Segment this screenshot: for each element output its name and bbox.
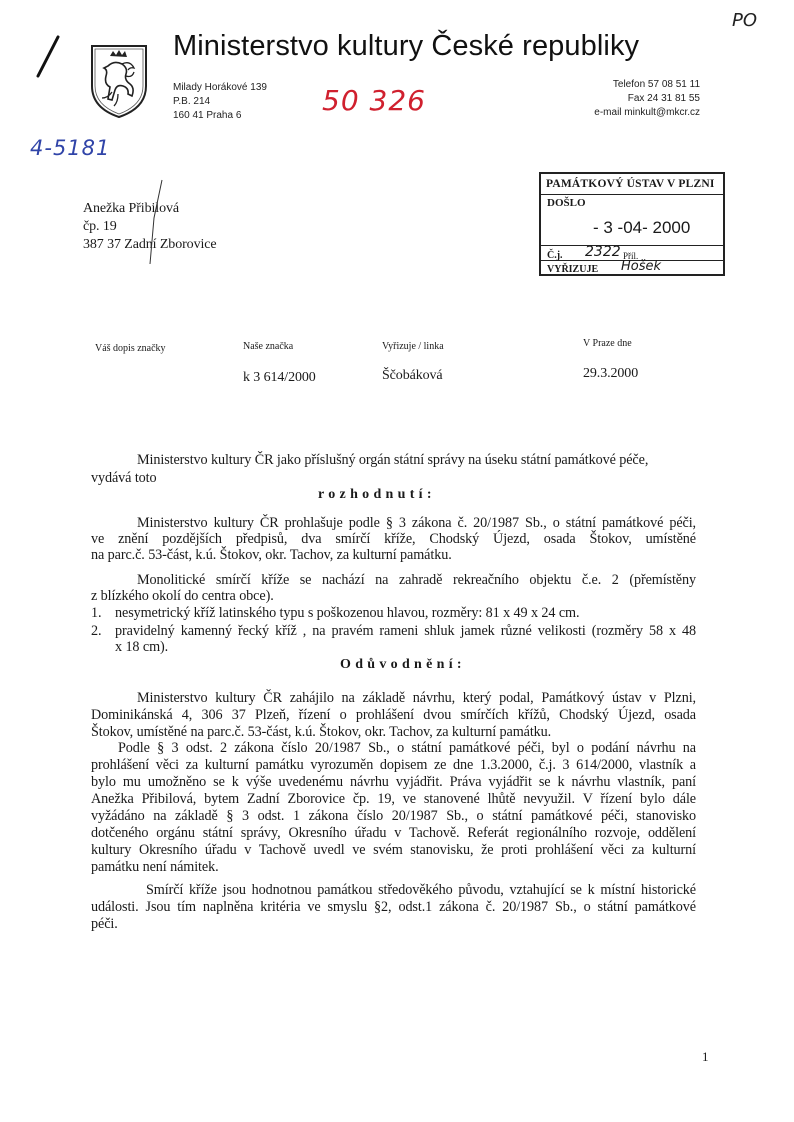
- text-line: Monolitické smírčí kříže se nachází na zahradě rekreačního objektu č.e. 2 (přemístěny: [137, 572, 696, 588]
- stamp-received-date: - 3 -04- 2000: [593, 218, 691, 237]
- reasoning-paragraph-2: [91, 740, 696, 876]
- list-item: [91, 623, 696, 655]
- decision-paragraph-2: [91, 572, 696, 604]
- handwritten-registry-number: 50 326: [322, 84, 426, 117]
- text-line: památku není námitek.: [91, 859, 219, 875]
- fax-line: Fax 24 31 81 55: [627, 93, 700, 104]
- handwritten-slash-mark: [30, 34, 64, 80]
- text-line: ve znění pozdějších předpisů, dva smírčí kříže, Chodský Újezd, osada Štokov, umístěné: [91, 531, 696, 547]
- text-line: bylo mu umožněno se k výše uvedenému návrhu vyjádřit. Práva vyjádřit se k návrhu vlastník, paní: [91, 774, 696, 790]
- recipient-postal-address: 387 37 Zadní Zborovice: [83, 237, 217, 252]
- recipient-name: Anežka Přibilová: [83, 201, 179, 216]
- handled-by-value: Ščobáková: [382, 368, 443, 383]
- text-line: kultury Okresního úřadu v Tachově uvedl ve svém stanovisku, že proti prohlášení věci za kulturní: [91, 842, 696, 858]
- reasoning-paragraph-3: [91, 882, 696, 933]
- text-line: Smírčí kříže jsou hodnotnou památkou středověkého původu, vztahující se k místní historické: [146, 882, 696, 898]
- address-line: Milady Horákové 139: [173, 82, 267, 93]
- ministry-contact: [594, 78, 700, 120]
- email-line: e-mail minkult@mkcr.cz: [594, 107, 700, 118]
- text-line: Ministerstvo kultury ČR zahájilo na základě návrhu, který podal, Památkový ústav v Plzni,: [137, 690, 696, 706]
- text-line: Anežka Přibilová, bytem Zadní Zborovice čp. 19, ve stanovené lhůtě nevyužil. V řízení bylo dále: [91, 791, 696, 807]
- text-line: péči.: [91, 916, 118, 932]
- stamp-attachment-label: Příl.: [623, 251, 639, 261]
- decision-paragraph-1: [91, 515, 696, 563]
- text-line: vyžádáno na základě § 3 odst. 1 zákona číslo 20/1987 Sb., o státní památkové péči, stanovisko: [91, 808, 696, 824]
- handwritten-left-reference: 4-5181: [30, 136, 111, 160]
- stamp-ref-label: Č.j.: [547, 250, 563, 261]
- coat-of-arms-emblem: [88, 42, 150, 120]
- reasoning-paragraph-1: [91, 690, 696, 741]
- list-item-number: 1.: [91, 605, 102, 621]
- phone-line: Telefon 57 08 51 11: [612, 79, 700, 90]
- received-stamp: [539, 172, 725, 276]
- handwritten-pen-stroke: [138, 178, 168, 268]
- label-date: V Praze dne: [583, 338, 632, 349]
- intro-line-1: Ministerstvo kultury ČR jako příslušný orgán státní správy na úseku státní památkové péče,: [137, 452, 649, 468]
- text-line: na parc.č. 53-část, k.ú. Štokov, okr. Tachov, za kulturní památku.: [91, 547, 452, 563]
- text-line: Ministerstvo kultury ČR prohlašuje podle § 3 zákona č. 20/1987 Sb., o státní památkové péči,: [137, 515, 696, 531]
- address-line: 160 41 Praha 6: [173, 110, 242, 121]
- intro-line-2: vydává toto: [91, 470, 157, 486]
- cross-list: [91, 605, 696, 655]
- text-line: z blízkého okolí do centra obce).: [91, 588, 274, 604]
- letter-date-value: 29.3.2000: [583, 366, 639, 381]
- text-line: Podle § 3 odst. 2 zákona číslo 20/1987 Sb., o státní památkové péči, byl o podání návrhu na: [118, 740, 696, 756]
- label-handled-by: Vyřizuje / linka: [382, 341, 444, 352]
- address-line: P.B. 214: [173, 96, 211, 107]
- stamp-received-label: DOŠLO: [547, 197, 586, 209]
- label-your-letter: Váš dopis značky: [95, 343, 166, 354]
- text-line: Štokov, umístěné na parc.č. 53-část, k.ú. Štokov, okr. Tachov, za kulturní památku.: [91, 724, 552, 740]
- reasoning-heading: Odůvodnění:: [340, 657, 466, 672]
- list-item-number: 2.: [91, 623, 102, 639]
- stamp-ref-value: 2322: [585, 244, 621, 260]
- text-line: prohlášení věci za kulturní památku vyrozuměn dopisem ze dne 1.3.2000, č.j. 3 614/2000, vlastník a: [91, 757, 696, 773]
- text-line: dotčeného orgánu státní správy, Okresního úřadu v Tachově. Referát regionálního rozvoje, oddělení: [91, 825, 696, 841]
- stamp-handled-signature: Hošek: [621, 259, 662, 274]
- stamp-handled-label: VYŘIZUJE: [547, 264, 599, 275]
- list-item-text: pravidelný kamenný řecký kříž , na pravém rameni shluk jamek různé velikosti (rozměry 58 x 48: [115, 623, 696, 639]
- list-item: [91, 605, 696, 621]
- stamp-institution: PAMÁTKOVÝ ÚSTAV V PLZNI: [546, 178, 715, 190]
- decision-heading: rozhodnutí:: [318, 487, 436, 502]
- list-item-text: nesymetrický kříž latinského typu s poškozenou hlavou, rozměry: 81 x 49 x 24 cm.: [115, 605, 580, 621]
- text-line: události. Jsou tím naplněna kritéria ve smyslu §2, odst.1 zákona č. 20/1987 Sb., o státní památkové: [91, 899, 696, 915]
- text-line: Dominikánská 4, 306 37 Plzeň, řízení o prohlášení dvou smírčích křížů, Chodský Újezd, osada: [91, 707, 696, 723]
- list-item-text: x 18 cm).: [115, 639, 169, 655]
- page-number: 1: [702, 1049, 709, 1064]
- label-our-ref: Naše značka: [243, 341, 294, 352]
- our-reference-value: k 3 614/2000: [243, 370, 316, 385]
- handwritten-corner-initials: PO: [732, 10, 758, 31]
- ministry-address: [173, 81, 267, 123]
- recipient-house-number: čp. 19: [83, 219, 117, 234]
- ministry-title: Ministerstvo kultury České republiky: [173, 30, 640, 62]
